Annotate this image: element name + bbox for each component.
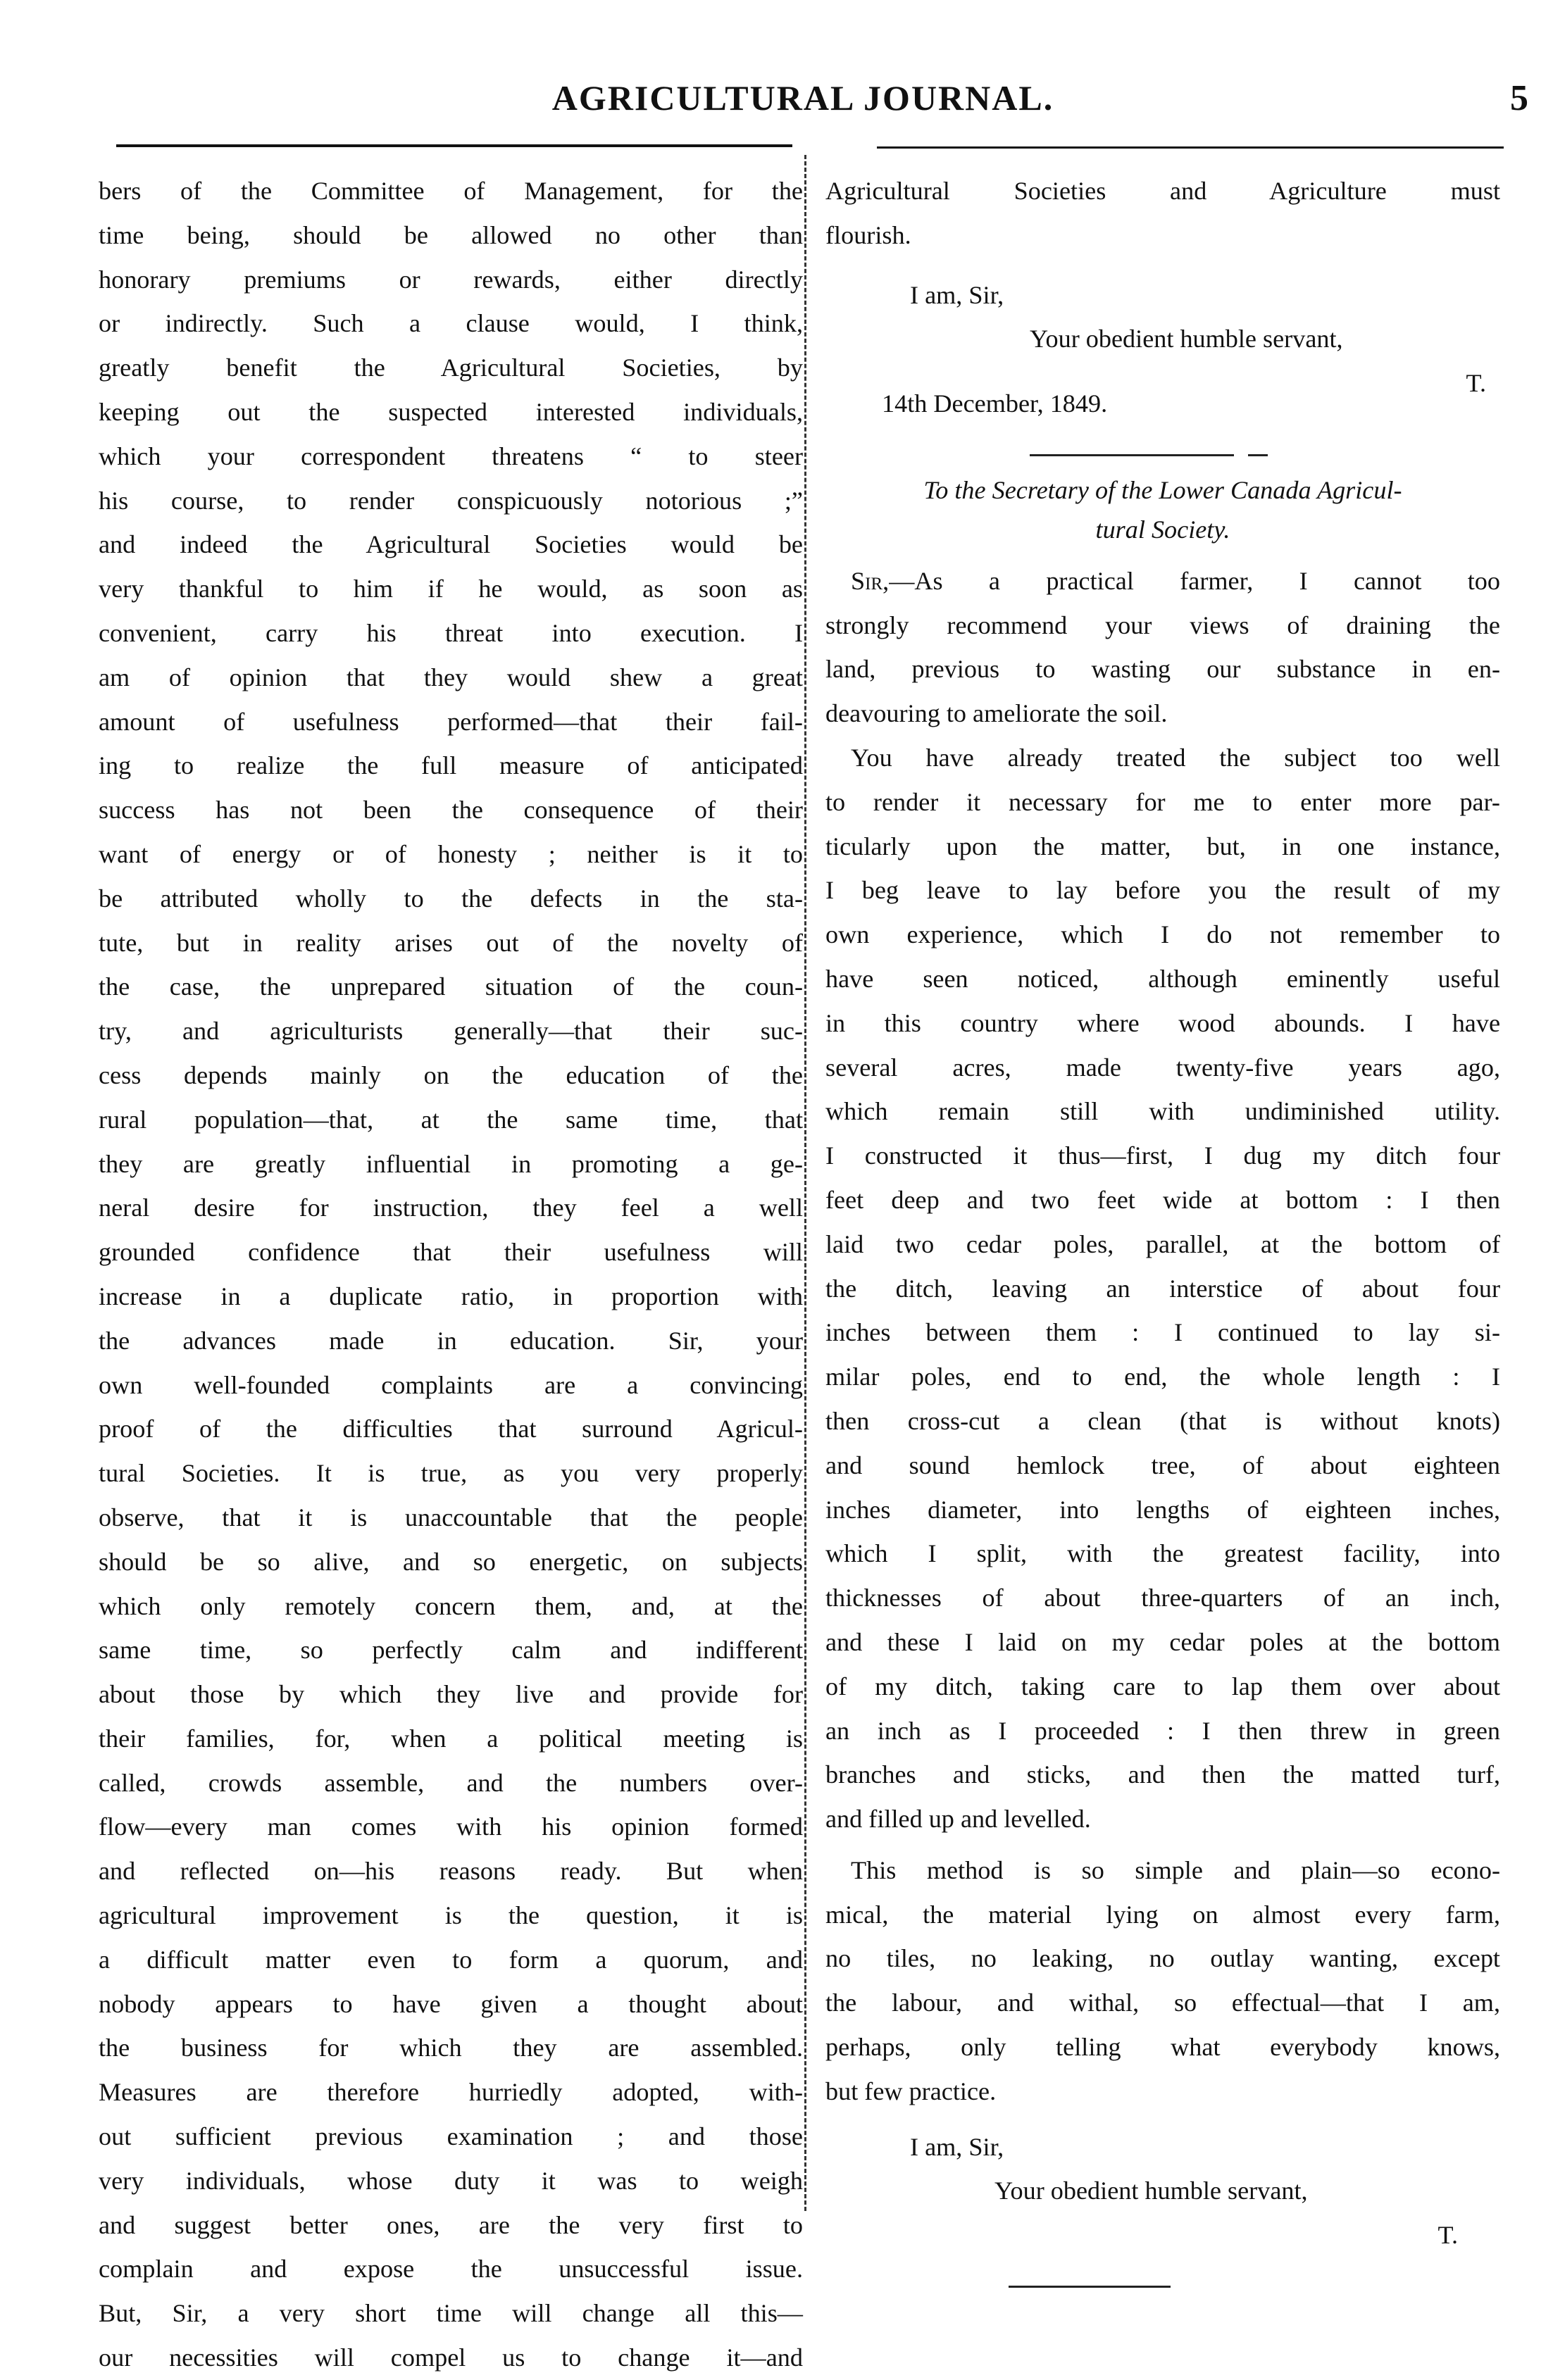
text-line: the labour, and withal, so effectual—that I am, (825, 1988, 1500, 2017)
text-line: I constructed it thus—first, I dug my ditch four (825, 1141, 1500, 1170)
text-line: the ditch, leaving an interstice of about four (825, 1274, 1500, 1303)
letter-heading-line: To the Secretary of the Lower Canada Agricul- (923, 475, 1402, 504)
text-line: own experience, which I do not remember to (825, 920, 1500, 949)
text-line: then cross-cut a clean (that is without knots) (825, 1406, 1500, 1435)
text-line: You have already treated the subject too well (851, 743, 1500, 772)
text-line: cess depends mainly on the education of the (99, 1060, 803, 1089)
closing-salutation: I am, Sir, (910, 280, 1004, 309)
text-line: which I split, with the greatest facility, into (825, 1539, 1500, 1568)
text-line: their families, for, when a political meeting is (99, 1724, 803, 1753)
section-divider (825, 454, 1500, 456)
text-line: of my ditch, taking care to lap them over about (825, 1672, 1500, 1701)
text-line: I beg leave to lay before you the result of my (825, 876, 1500, 905)
text-line: rural population—that, at the same time, that (99, 1105, 803, 1134)
closing-signature: T. (1466, 369, 1486, 398)
text-line: branches and sticks, and then the matted turf, (825, 1760, 1500, 1789)
text-line: success has not been the consequence of their (99, 796, 803, 825)
text-line: have seen noticed, although eminently useful (825, 964, 1500, 993)
right-column-inner (789, 169, 1500, 2288)
header-rule-right (877, 146, 1504, 149)
text-line: inches between them : I continued to lay si- (825, 1318, 1500, 1347)
letter-closing-1 (825, 273, 1500, 426)
text-line: same time, so perfectly calm and indifferent (99, 1636, 803, 1665)
text-line: honorary premiums or rewards, either directly (99, 265, 803, 294)
text-line: an inch as I proceeded : I then threw in green (825, 1716, 1500, 1745)
text-line: the advances made in education. Sir, your (99, 1326, 803, 1355)
text-line: and filled up and levelled. (825, 1805, 1091, 1834)
right-column (789, 169, 1500, 2288)
text-line: a difficult matter even to form a quorum, and (99, 1945, 803, 1974)
text-line: about those by which they live and provide for (99, 1680, 803, 1709)
text-line: tute, but in reality arises out of the novelty of (99, 928, 803, 957)
journal-title: AGRICULTURAL JOURNAL. (551, 78, 1054, 118)
text-line: time being, should be allowed no other than (99, 220, 803, 249)
page-number: 5 (1510, 78, 1528, 118)
paragraph-1 (825, 559, 1500, 736)
text-line: the business for which they are assembled. (99, 2034, 803, 2062)
text-line: ing to realize the full measure of anticipated (99, 751, 803, 780)
text-line: proof of the difficulties that surround Agricul- (99, 1415, 803, 1443)
text-line: and indeed the Agricultural Societies would be (99, 530, 803, 559)
text-line: mical, the material lying on almost every farm, (825, 1900, 1500, 1929)
text-line: no tiles, no leaking, no outlay wanting, except (825, 1944, 1500, 1973)
text-line: be attributed wholly to the defects in the sta- (99, 884, 803, 913)
text-line: But, Sir, a very short time will change all this— (99, 2299, 803, 2328)
closing-salutation: I am, Sir, (910, 2132, 1004, 2161)
text-line: try, and agriculturists generally—that their suc- (99, 1017, 803, 1046)
text-line: This method is so simple and plain—so econo- (851, 1855, 1500, 1884)
text-line: very thankful to him if he would, as soon as (99, 575, 803, 603)
text-line (825, 559, 1500, 603)
text-line: the case, the unprepared situation of the coun- (99, 972, 803, 1001)
text-line: milar poles, end to end, the whole length : I (825, 1363, 1500, 1391)
text-line: his course, to render conspicuously notorious ;” (99, 486, 803, 515)
text-line: our necessities will compel us to change it—and (99, 2343, 803, 2372)
closing-signature: T. (1437, 2221, 1458, 2250)
text-line: complain and expose the unsuccessful issue. (99, 2255, 803, 2284)
text-line: Agricultural Societies and Agriculture must (825, 177, 1500, 205)
letter-closing-2 (825, 2125, 1500, 2257)
text-line: own well-founded complaints are a convincing (99, 1370, 803, 1399)
text-line: should be so alive, and so energetic, on subjects (99, 1547, 803, 1576)
closing-complimentary: Your obedient humble servant, (1030, 325, 1343, 353)
text-line: increase in a duplicate ratio, in proportion with (99, 1282, 803, 1310)
text-line: thicknesses of about three-quarters of an inch, (825, 1584, 1500, 1612)
closing-date: 14th December, 1849. (882, 389, 1108, 418)
text-line: feet deep and two feet wide at bottom : I then (825, 1185, 1500, 1214)
text-line: and reflected on—his reasons ready. But when (99, 1857, 803, 1886)
text-line: nobody appears to have given a thought about (99, 1989, 803, 2018)
text-line: but few practice. (825, 2077, 997, 2105)
paragraph-2 (825, 736, 1500, 1841)
text-line: ticularly upon the matter, but, in one instance, (825, 832, 1500, 860)
text-line: flourish. (825, 220, 911, 249)
text-line: perhaps, only telling what everybody knows, (825, 2033, 1500, 2062)
text-line: bers of the Committee of Management, for the (99, 177, 803, 205)
letter-heading-line: tural Society. (1095, 515, 1230, 544)
text-line: and suggest better ones, are the very first to (99, 2210, 803, 2239)
text-line: amount of usefulness performed—that their fail- (99, 707, 803, 736)
text-line: which your correspondent threatens “ to steer (99, 441, 803, 470)
letter-heading (825, 470, 1500, 549)
text-line: Measures are therefore hurriedly adopted, with- (99, 2078, 803, 2107)
text-line: or indirectly. Such a clause would, I think, (99, 309, 803, 338)
running-head (113, 77, 1528, 134)
text-line: agricultural improvement is the question, it is (99, 1901, 803, 1930)
text-line: inches diameter, into lengths of eighteen inches, (825, 1495, 1500, 1524)
text-line: tural Societies. It is true, as you very properly (99, 1459, 803, 1488)
text-line: they are greatly influential in promoting a ge- (99, 1149, 803, 1178)
text-line: in this country where wood abounds. I have (825, 1008, 1500, 1037)
header-rule-left (116, 144, 792, 147)
text-line: which remain still with undiminished utility. (825, 1097, 1500, 1126)
text-line: land, previous to wasting our substance in en- (825, 655, 1500, 684)
text-line: very individuals, whose duty it was to weigh (99, 2166, 803, 2195)
text-line: several acres, made twenty-five years ago, (825, 1053, 1500, 1082)
text-line: to render it necessary for me to enter more par- (825, 787, 1500, 816)
text-line: called, crowds assemble, and the numbers over- (99, 1768, 803, 1797)
text-line: which only remotely concern them, and, at the (99, 1591, 803, 1620)
text-line: flow—every man comes with his opinion formed (99, 1812, 803, 1841)
text-line: grounded confidence that their usefulness will (99, 1238, 803, 1267)
text-line: want of energy or of honesty ; neither is it to (99, 839, 803, 868)
left-column (99, 169, 803, 2380)
text-line: greatly benefit the Agricultural Societies, by (99, 353, 803, 382)
text-line: and these I laid on my cedar poles at the bottom (825, 1627, 1500, 1656)
text-line: keeping out the suspected interested individuals, (99, 397, 803, 426)
text-line: and sound hemlock tree, of about eighteen (825, 1451, 1500, 1479)
salutation-sir: Sir, (851, 566, 890, 595)
text-line: out sufficient previous examination ; and those (99, 2122, 803, 2151)
text-line: deavouring to ameliorate the soil. (825, 699, 1168, 728)
section-divider-bottom (825, 2286, 1500, 2288)
text-line: am of opinion that they would shew a great (99, 663, 803, 691)
text-line: neral desire for instruction, they feel a well (99, 1194, 803, 1222)
text-line: convenient, carry his threat into execution. I (99, 618, 803, 647)
paragraph-3 (825, 1848, 1500, 2114)
closing-complimentary: Your obedient humble servant, (994, 2177, 1308, 2205)
text-line: strongly recommend your views of draining the (825, 610, 1500, 639)
text-span: —As a practical farmer, I cannot too (889, 566, 1500, 595)
text-line: laid two cedar poles, parallel, at the bottom of (825, 1229, 1500, 1258)
text-line: observe, that it is unaccountable that the people (99, 1503, 803, 1532)
